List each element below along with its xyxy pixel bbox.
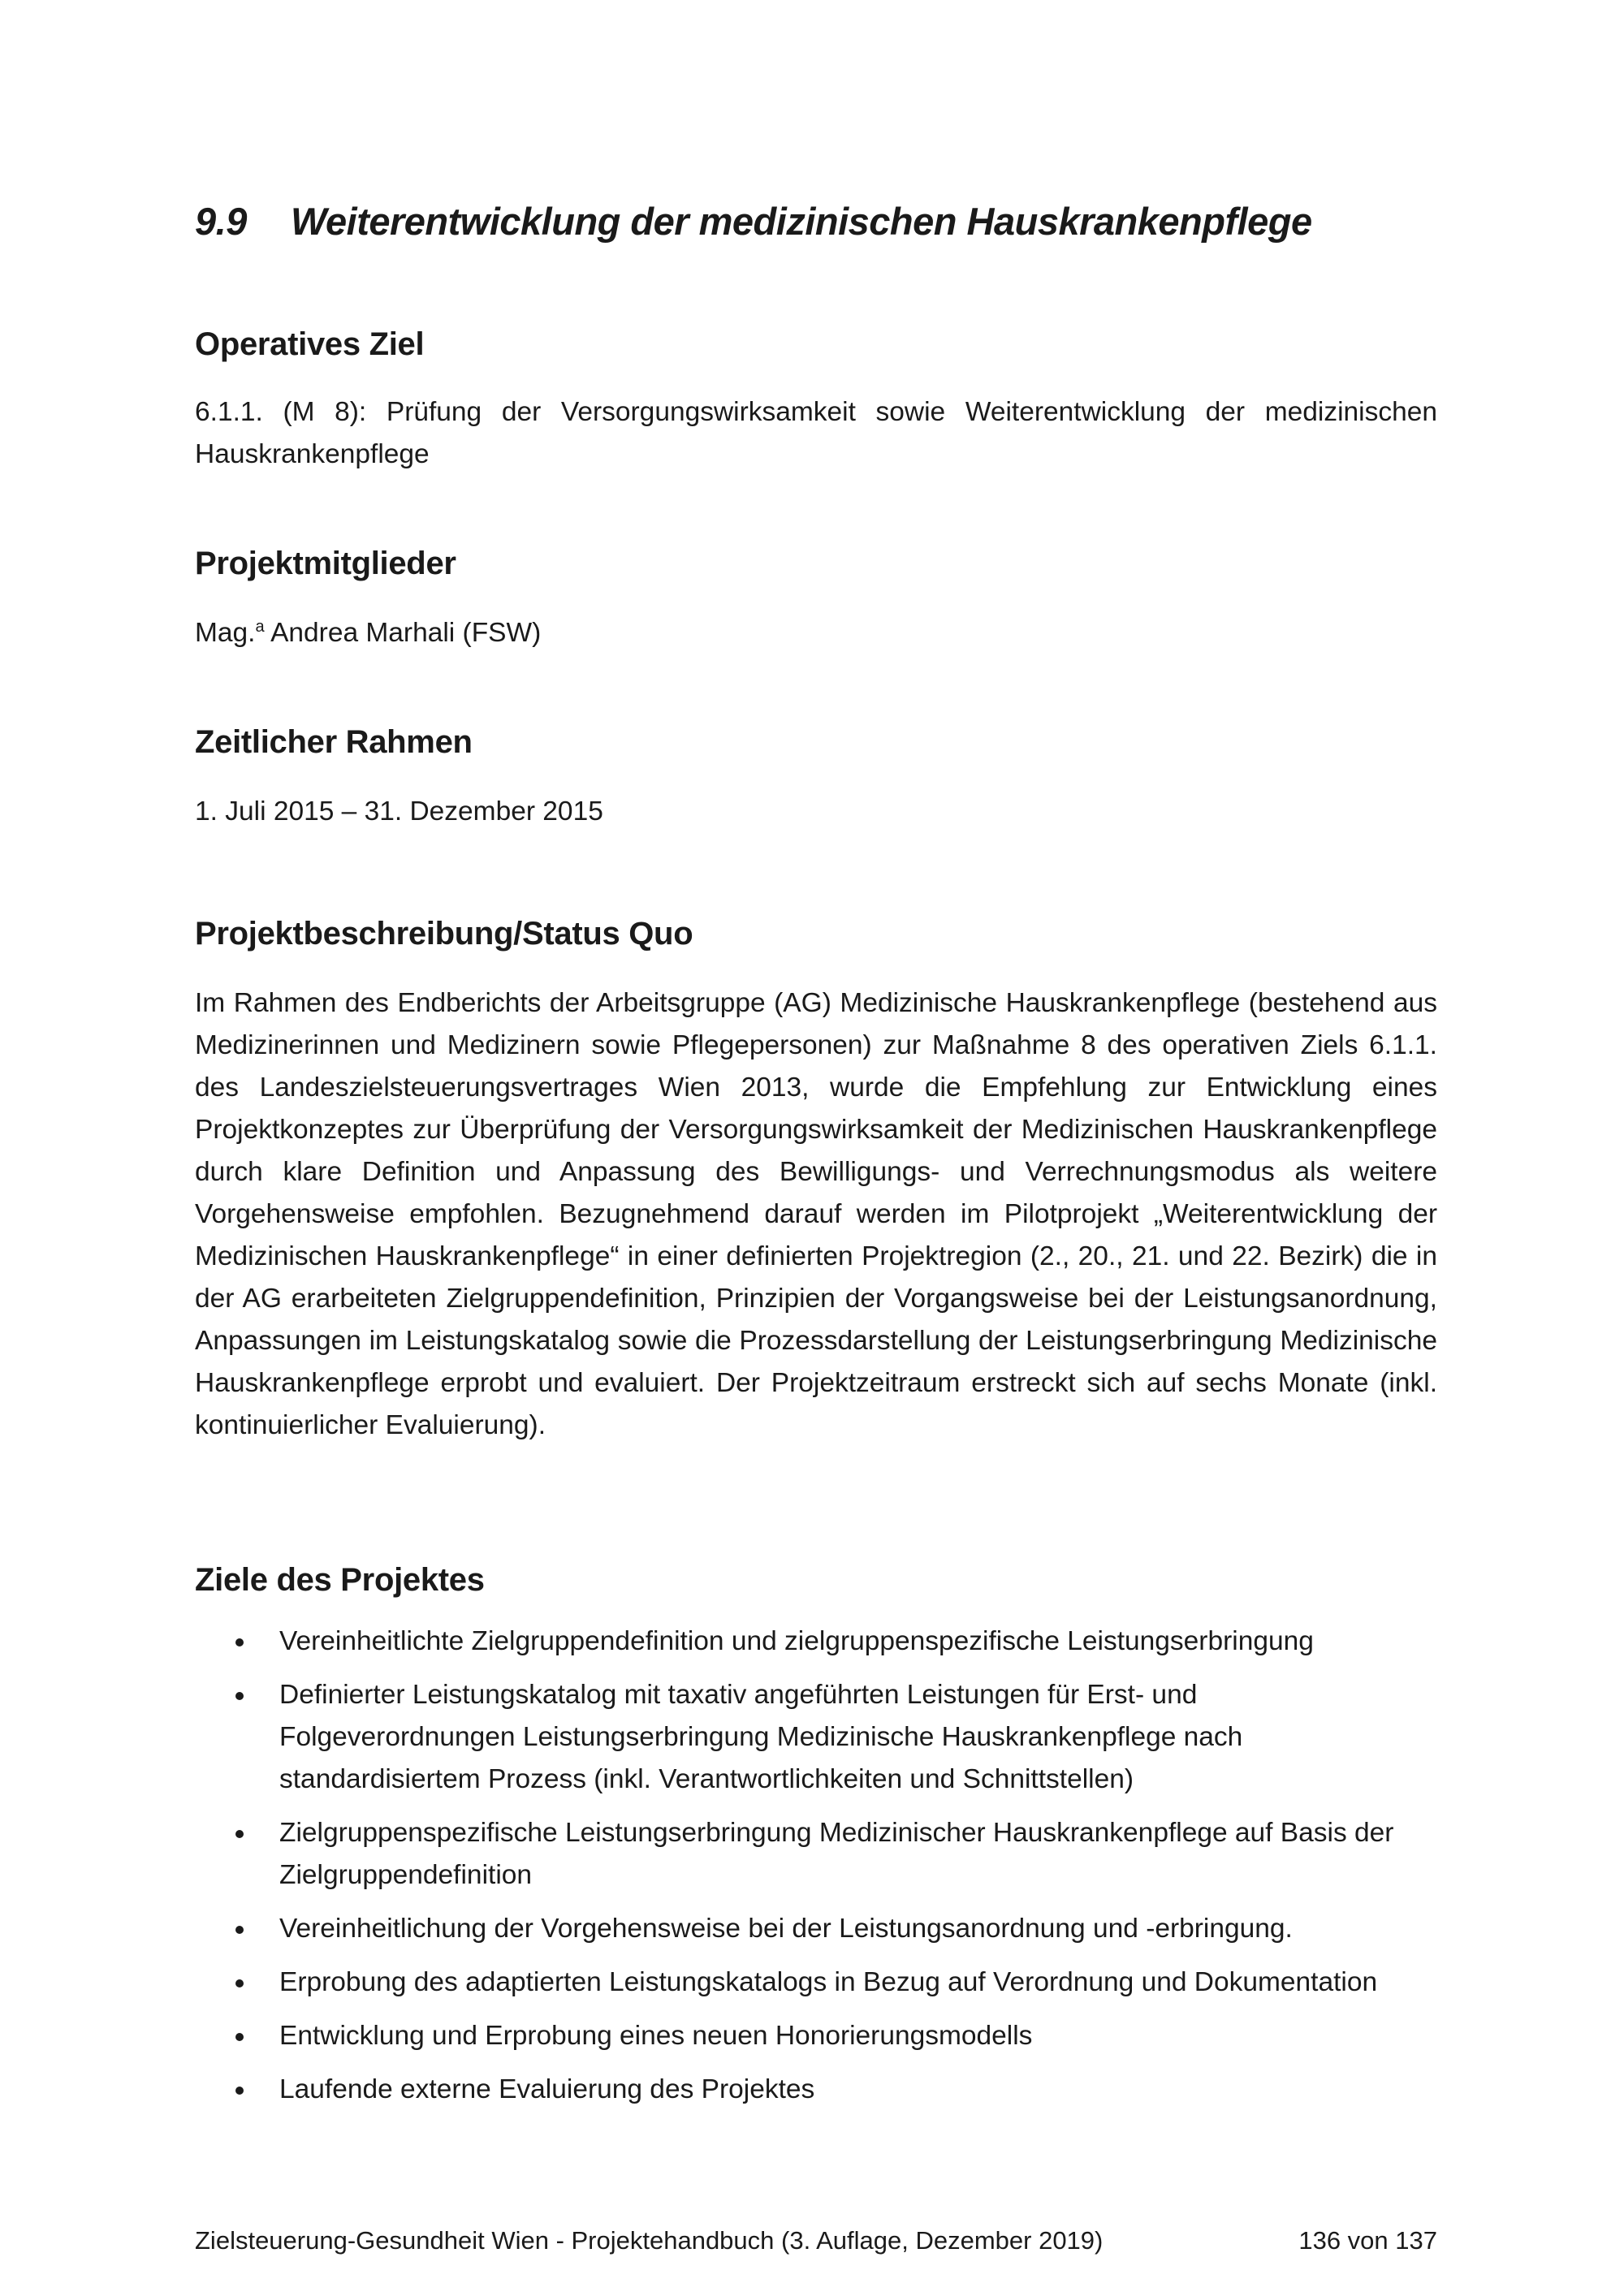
projektbeschreibung-text: Im Rahmen des Endberichts der Arbeitsgruppe (AG) Medizinische Hauskrankenpflege (bestehend aus Medizinerinnen und Medizinern sowie Pflegepersonen) zur Maßnahme 8 des operativen Ziels 6.1.1. des Landeszielsteuerungsvertrages Wien 2013, wurde die Empfehlung zur Entwicklung eines Projektkonzeptes zur Überprüfung der Versorgungswirksamkeit der Medizinischen Hauskrankenpflege durch klare Definition und Anpassung des Bewilligungs- und Verrechnungsmodus als weitere Vorgehensweise empfohlen. Bezugnehmend darauf werden im Pilotprojekt „Weiterentwicklung der Medizinischen Hauskrankenpflege“ in einer definierten Projektregion (2., 20., 21. und 22. Bezirk) die in der AG erarbeiteten Zielgruppendefinition, Prinzipien der Vorgangsweise bei der Leistungsanordnung, Anpassungen im Leistungskatalog sowie die Prozessdarstellung der Leistungserbringung Medizinische Hauskrankenpflege erprobt und evaluiert. Der Projektzeitraum erstreckt sich auf sechs Monate (inkl. kontinuierlicher Evaluierung). <box>195 988 1437 1440</box>
list-item <box>195 1908 1462 1950</box>
goals-list <box>195 1621 1462 2122</box>
member-title-superscript: a <box>255 618 265 636</box>
heading-projektbeschreibung: Projektbeschreibung/Status Quo <box>195 916 693 952</box>
heading-projektmitglieder: Projektmitglieder <box>195 546 456 581</box>
heading-zeitlicher-rahmen: Zeitlicher Rahmen <box>195 724 473 760</box>
bullet-icon <box>235 1979 244 1987</box>
bullet-icon <box>235 2087 244 2095</box>
list-item <box>195 2069 1462 2111</box>
chapter-number: 9.9 <box>195 200 247 243</box>
heading-ziele: Ziele des Projektes <box>195 1562 485 1598</box>
list-item <box>195 2015 1462 2057</box>
member-name: Andrea Marhali (FSW) <box>264 618 542 648</box>
list-item <box>195 1962 1462 2004</box>
list-item-text: Entwicklung und Erprobung eines neuen Honorierungsmodells <box>279 2021 1033 2051</box>
list-item <box>195 1674 1462 1801</box>
footer-page-number: 136 von 137 <box>1298 2226 1437 2255</box>
list-item-text: Vereinheitlichung der Vorgehensweise bei der Leistungsanordnung und -erbringung. <box>279 1914 1293 1944</box>
operatives-ziel-text: 6.1.1. (M 8): Prüfung der Versorgungswirksamkeit sowie Weiterentwicklung der medizinischen Hauskrankenpflege <box>195 397 1437 469</box>
list-item <box>195 1621 1462 1663</box>
bullet-icon <box>235 1926 244 1934</box>
projektmitglieder-text <box>195 612 541 654</box>
chapter-title: Weiterentwicklung der medizinischen Hauskrankenpflege <box>291 200 1312 243</box>
chapter-heading <box>195 199 1312 244</box>
bullet-icon <box>235 1692 244 1700</box>
list-item-text: Laufende externe Evaluierung des Projektes <box>279 2074 815 2104</box>
bullet-icon <box>235 2033 244 2041</box>
list-item <box>195 1812 1462 1897</box>
list-item-text: Zielgruppenspezifische Leistungserbringung Medizinischer Hauskrankenpflege auf Basis der Zielgruppendefinition <box>279 1818 1394 1890</box>
heading-operatives-ziel: Operatives Ziel <box>195 326 425 362</box>
list-item-text: Vereinheitlichte Zielgruppendefinition und zielgruppenspezifische Leistungserbringung <box>279 1626 1314 1656</box>
zeitlicher-rahmen-text: 1. Juli 2015 – 31. Dezember 2015 <box>195 796 603 826</box>
footer-document-title: Zielsteuerung-Gesundheit Wien - Projektehandbuch (3. Auflage, Dezember 2019) <box>195 2226 1104 2255</box>
bullet-icon <box>235 1638 244 1646</box>
member-title: Mag. <box>195 618 256 648</box>
list-item-text: Definierter Leistungskatalog mit taxativ angeführten Leistungen für Erst- und Folgeverordnungen Leistungserbringung Medizinische Hauskrankenpflege nach standardisiertem Prozess (inkl. Verantwortlichkeiten und Schnittstellen) <box>279 1680 1243 1794</box>
bullet-icon <box>235 1830 244 1838</box>
list-item-text: Erprobung des adaptierten Leistungskatalogs in Bezug auf Verordnung und Dokumentation <box>279 1967 1378 1997</box>
